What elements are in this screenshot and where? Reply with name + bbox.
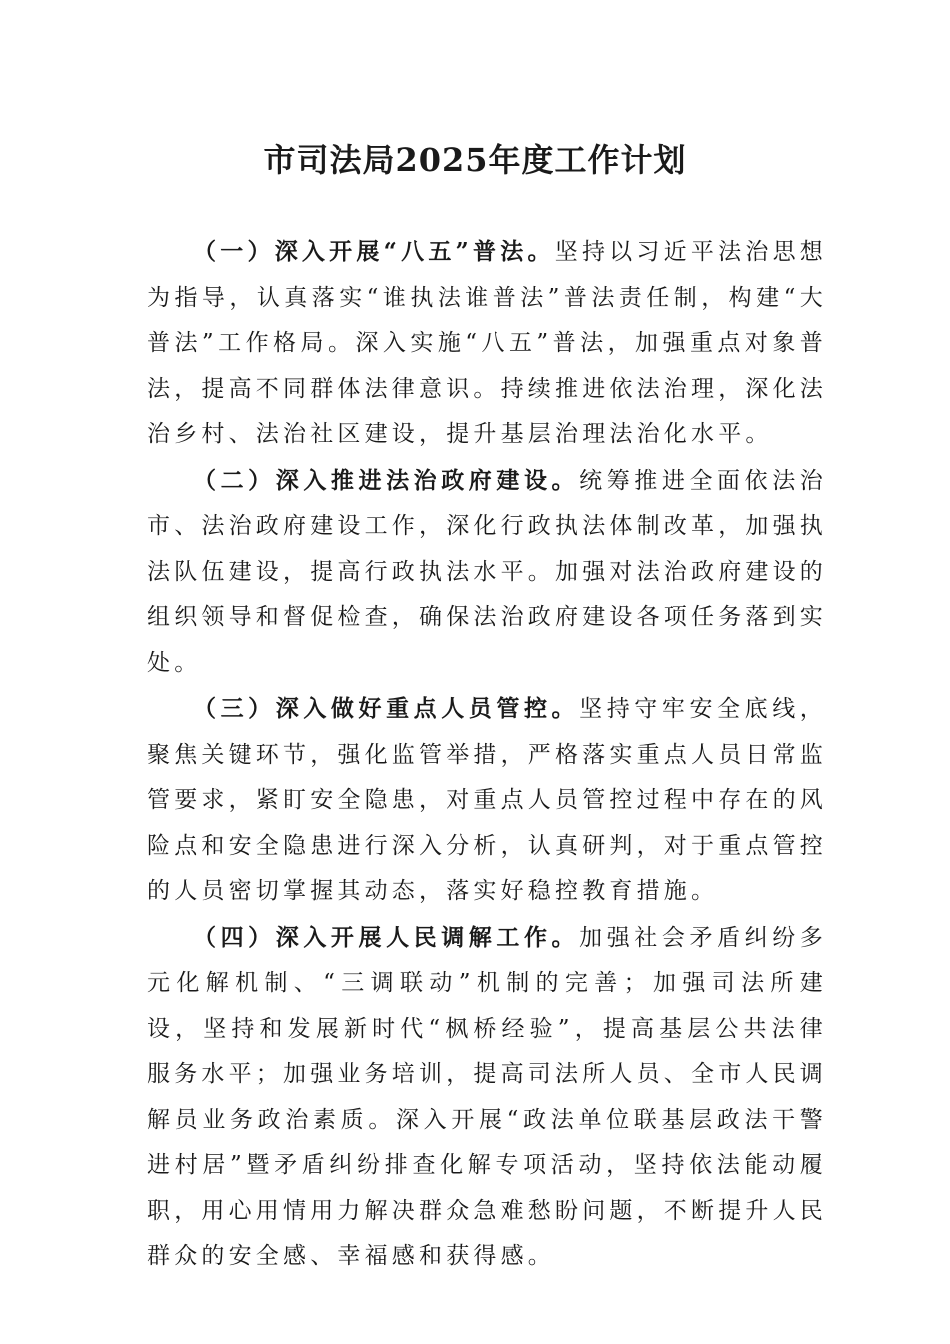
section-4-paragraph [147,915,827,1280]
section-3-text: 坚持守牢安全底线，聚焦关键环节，强化监管举措，严格落实重点人员日常监管要求，紧盯安全隐患，对重点人员管控过程中存在的风险点和安全隐患进行深入分析，认真研判，对于重点管控的人员密切掌握其动态，落实好稳控教育措施。 [147,696,827,904]
section-3-heading: （三）深入做好重点人员管控。 [193,695,580,722]
document-body [147,229,827,1280]
page-title: 市司法局2025年度工作计划 [263,141,687,179]
section-2-heading: （二）深入推进法治政府建设。 [193,466,580,494]
section-2-paragraph [147,458,827,687]
section-2-text: 统筹推进全面依法治市、法治政府建设工作，深化行政执法体制改革，加强执法队伍建设，提高行政执法水平。加强对法治政府建设的组织领导和督促检查，确保法治政府建设各项任务落到实处。 [147,467,827,676]
section-3-paragraph [147,686,827,915]
section-4-heading: （四）深入开展人民调解工作。 [193,923,580,951]
section-4-text: 加强社会矛盾纠纷多元化解机制、“三调联动”机制的完善；加强司法所建设，坚持和发展新时代“枫桥经验”，提高基层公共法律服务水平；加强业务培训，提高司法所人员、全市人民调解员业务政治素质。深入开展“政法单位联基层政法干警进村居”暨矛盾纠纷排查化解专项活动，坚持依法能动履职，用心用情用力解决群众急难愁盼问题，不断提升人民群众的安全感、幸福感和获得感。 [147,924,827,1269]
section-1-text: 坚持以习近平法治思想为指导，认真落实“谁执法谁普法”普法责任制，构建“大普法”工作格局。深入实施“八五”普法，加强重点对象普法，提高不同群体法律意识。持续推进依法治理，深化法治乡村、法治社区建设，提升基层治理法治化水平。 [147,239,828,447]
section-1-heading: （一）深入开展“八五”普法。 [193,238,555,265]
section-1-paragraph [147,229,827,458]
